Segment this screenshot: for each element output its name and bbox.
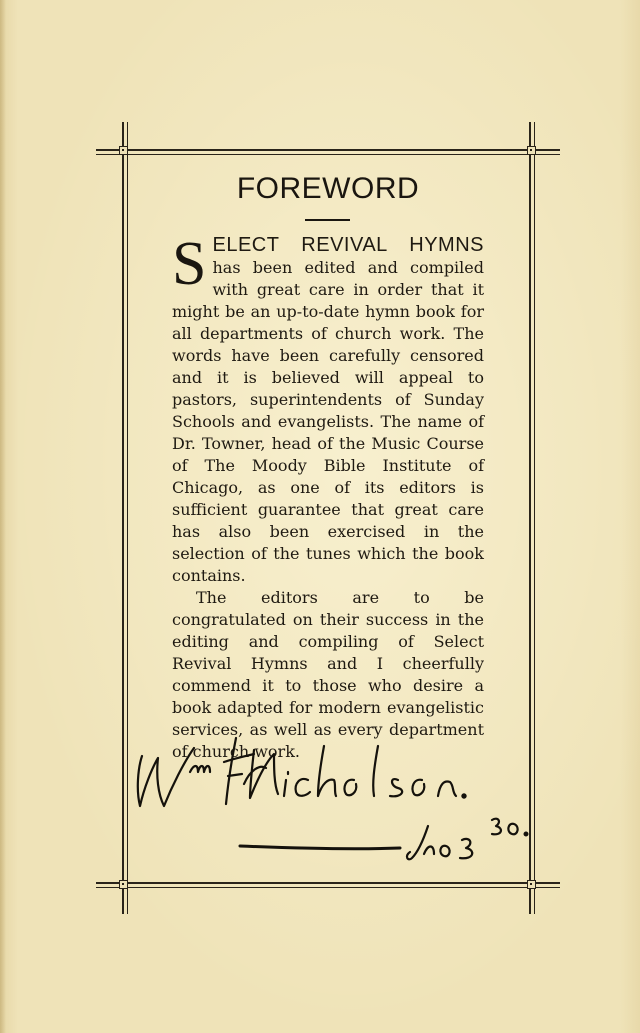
page-edge-shadow (0, 0, 6, 1033)
frame-left-line-outer (122, 122, 124, 914)
paragraph-1-body: has been edited and compiled with great care in order that it might be an up-to-date hymn book for all departments of church work. The words have been carefully censored and it is believed will appeal to pastors, superintendents of Sunday Schools and evangelists. The name of Dr. Towner, head of the Music Course of The Moody Bible Institute of Chicago, as one of its editors is sufficient guarantee that great care has also been exercised in the selection of the tunes which the book contains. (172, 258, 484, 585)
handwritten-signature (128, 728, 538, 878)
frame-corner-ornament-top-left (119, 146, 128, 155)
frame-top-line-outer (96, 149, 560, 151)
frame-bottom-line-outer (96, 882, 560, 884)
frame-top-line-inner (96, 154, 560, 155)
page-title: FOREWORD (236, 172, 420, 205)
signature-strokes (138, 738, 528, 859)
frame-corner-ornament-bottom-left (119, 880, 128, 889)
title-divider (305, 219, 350, 221)
frame-corner-ornament-top-right (527, 146, 536, 155)
book-title-lead-in: ELECT REVIVAL HYMNS (212, 234, 484, 256)
foreword-text (172, 230, 484, 763)
foreword-paragraph-2: The editors are to be congratulated on their success in the editing and compiling of Select Revival Hymns and I cheerfully commend it to those who desire a book adapted for modern evangelistic services, as well as every department of church work. (172, 588, 484, 761)
foreword-paragraph-1 (172, 230, 484, 587)
frame-bottom-line-inner (96, 887, 560, 888)
frame-corner-ornament-bottom-right (527, 880, 536, 889)
drop-cap: S (172, 230, 207, 298)
